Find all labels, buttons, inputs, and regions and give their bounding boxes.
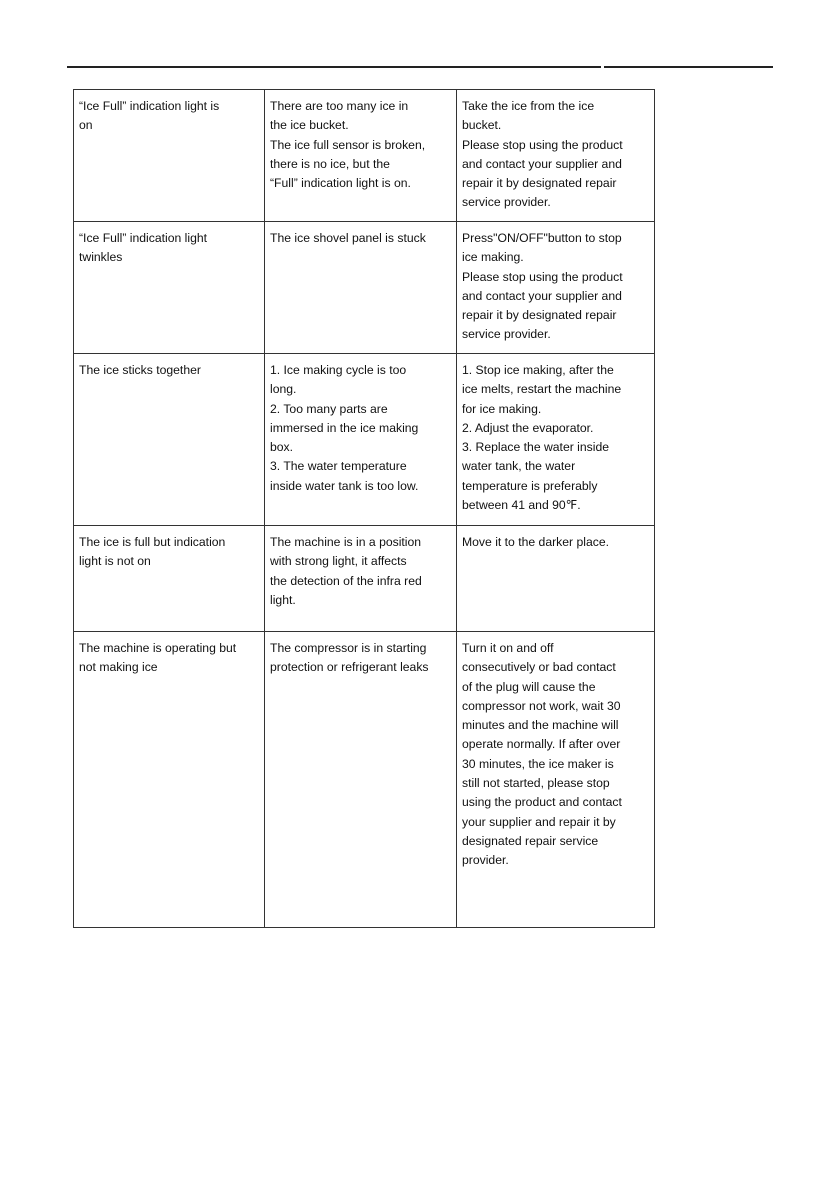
solution-text-line: 30 minutes, the ice maker is [462, 756, 614, 771]
solution-text-line: between 41 and 90℉. [462, 498, 581, 513]
cause-paragraph [270, 97, 451, 136]
table-row [74, 222, 655, 354]
cause-text-line: box. [270, 440, 294, 455]
solution-text-line: ice making. [462, 250, 524, 265]
solution-cell [457, 90, 655, 222]
solution-text-line: of the plug will cause the [462, 679, 596, 694]
solution-text-line: consecutively or bad contact [462, 660, 616, 675]
solution-paragraph [462, 361, 649, 419]
cause-text-line: the detection of the infra red [270, 573, 422, 588]
cause-cell [265, 632, 457, 928]
troubleshooting-table [73, 89, 655, 928]
cause-paragraph [270, 361, 451, 400]
solution-paragraph [462, 97, 649, 136]
cause-text-line: 3. The water temperature [270, 459, 407, 474]
cause-text-line: immersed in the ice making [270, 420, 419, 435]
cause-text-line: the ice bucket. [270, 118, 349, 133]
header-rule-right [604, 66, 773, 68]
solution-text-line: Turn it on and off [462, 641, 554, 655]
table-row [74, 354, 655, 526]
solution-paragraph [462, 438, 649, 515]
cause-paragraph [270, 400, 451, 458]
cause-text-line: with strong light, it affects [270, 554, 407, 569]
problem-text-line: on [79, 118, 93, 133]
problem-text-line: not making ice [79, 660, 158, 675]
solution-cell [457, 526, 655, 632]
solution-paragraph [462, 639, 649, 871]
solution-cell [457, 354, 655, 526]
cause-paragraph [270, 639, 451, 678]
solution-text-line: 1. Stop ice making, after the [462, 363, 614, 377]
table-row [74, 526, 655, 632]
problem-cell [74, 222, 265, 354]
problem-text-line: light is not on [79, 554, 151, 569]
cause-text-line: “Full” indication light is on. [270, 176, 411, 191]
solution-text-line: your supplier and repair it by [462, 814, 616, 829]
cause-paragraph [270, 457, 451, 496]
cause-paragraph [270, 229, 451, 248]
cause-text-line: light. [270, 592, 296, 607]
solution-text-line: water tank, the water [462, 459, 576, 474]
solution-text-line: still not started, please stop [462, 776, 610, 791]
solution-text-line: and contact your supplier and [462, 156, 622, 171]
solution-text-line: temperature is preferably [462, 478, 598, 493]
solution-cell [457, 632, 655, 928]
cause-text-line: There are too many ice in [270, 99, 409, 113]
table-row [74, 90, 655, 222]
solution-text-line: repair it by designated repair [462, 176, 617, 191]
solution-text-line: using the product and contact [462, 795, 622, 810]
cause-text-line: long. [270, 382, 297, 397]
solution-text-line: operate normally. If after over [462, 737, 621, 752]
solution-text-line: Press"ON/OFF"button to stop [462, 231, 622, 245]
solution-text-line: Please stop using the product [462, 269, 623, 284]
header-rule-left [67, 66, 601, 68]
table-row [74, 632, 655, 928]
cause-text-line: protection or refrigerant leaks [270, 660, 429, 675]
cause-text-line: there is no ice, but the [270, 156, 390, 171]
problem-text-line: “Ice Full” indication light is [79, 99, 220, 113]
cause-text-line: 1. Ice making cycle is too [270, 363, 407, 377]
solution-text-line: repair it by designated repair [462, 308, 617, 323]
cause-text-line: inside water tank is too low. [270, 478, 419, 493]
problem-cell [74, 354, 265, 526]
problem-text-line: “Ice Full” indication light [79, 231, 208, 245]
solution-text-line: Take the ice from the ice [462, 99, 595, 113]
cause-paragraph [270, 533, 451, 610]
problem-text-line: The machine is operating but [79, 641, 237, 655]
problem-cell [74, 526, 265, 632]
problem-text-line: The ice is full but indication [79, 535, 226, 549]
cause-cell [265, 90, 457, 222]
solution-text-line: service provider. [462, 327, 551, 342]
solution-text-line: service provider. [462, 195, 551, 210]
solution-text-line: minutes and the machine will [462, 718, 619, 733]
solution-text-line: 3. Replace the water inside [462, 440, 610, 455]
problem-text-line: The ice sticks together [79, 363, 201, 377]
cause-text-line: The ice shovel panel is stuck [270, 231, 426, 245]
solution-text-line: bucket. [462, 118, 502, 133]
cause-text-line: 2. Too many parts are [270, 401, 388, 416]
problem-text-line: twinkles [79, 250, 123, 265]
solution-text-line: Please stop using the product [462, 137, 623, 152]
cause-cell [265, 526, 457, 632]
cause-text-line: The compressor is in starting [270, 641, 427, 655]
problem-cell [74, 632, 265, 928]
cause-text-line: The ice full sensor is broken, [270, 137, 426, 152]
cause-paragraph [270, 136, 451, 194]
solution-paragraph [462, 268, 649, 345]
solution-text-line: provider. [462, 853, 509, 868]
cause-cell [265, 354, 457, 526]
solution-paragraph [462, 229, 649, 268]
problem-cell [74, 90, 265, 222]
solution-text-line: for ice making. [462, 401, 542, 416]
solution-paragraph [462, 136, 649, 213]
solution-paragraph [462, 533, 649, 552]
solution-text-line: and contact your supplier and [462, 288, 622, 303]
solution-text-line: Move it to the darker place. [462, 535, 609, 549]
solution-paragraph [462, 419, 649, 438]
solution-text-line: compressor not work, wait 30 [462, 698, 621, 713]
solution-text-line: 2. Adjust the evaporator. [462, 420, 594, 435]
solution-text-line: ice melts, restart the machine [462, 382, 622, 397]
cause-text-line: The machine is in a position [270, 535, 422, 549]
solution-cell [457, 222, 655, 354]
solution-text-line: designated repair service [462, 833, 599, 848]
cause-cell [265, 222, 457, 354]
